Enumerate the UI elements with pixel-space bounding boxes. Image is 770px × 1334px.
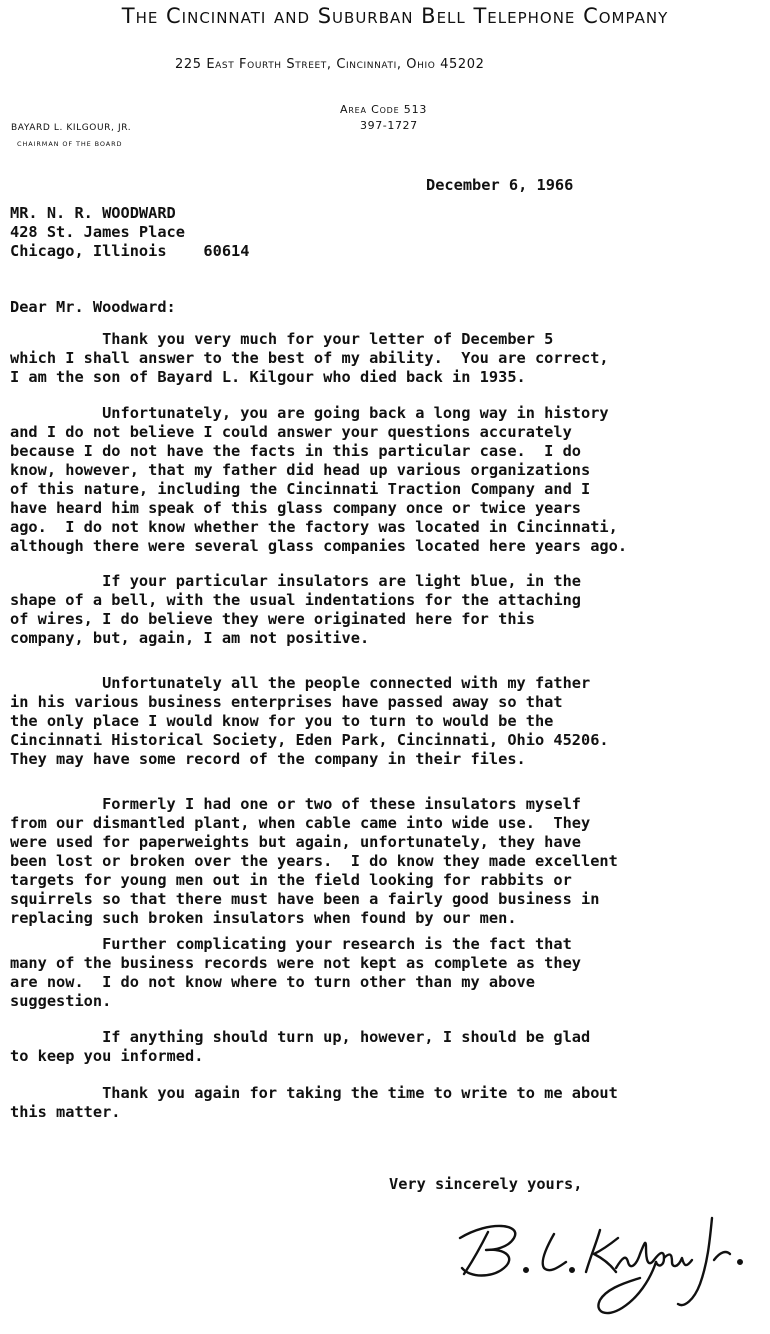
salutation: Dear Mr. Woodward: xyxy=(10,298,176,316)
paragraph-6: Further complicating your research is the fact that many of the business records were not kept as complete as they are now. I do not know where to turn other than my above suggestion. xyxy=(10,935,581,1010)
paragraph-1: Thank you very much for your letter of December 5 which I shall answer to the best of my ability. You are correct, I am the son of Bayard L. Kilgour who died back in 1935. xyxy=(10,330,609,386)
chairman-title: CHAIRMAN OF THE BOARD xyxy=(17,140,123,148)
paragraph-7: If anything should turn up, however, I should be glad to keep you informed. xyxy=(10,1028,591,1065)
paragraph-3: If your particular insulators are light blue, in the shape of a bell, with the usual indentations for the attaching of wires, I do believe they were originated here for this company, but, again, I am not positive. xyxy=(10,572,581,647)
paragraph-2: Unfortunately, you are going back a long way in history and I do not believe I could answer your questions accurately because I do not have the facts in this particular case. I do know, however, that my father did head up various organizations of this nature, including the Cincinnati Traction Company and I have heard him speak of this glass company once or twice years ago. I do not know whether the factory was located in Cincinnati, although there were several glass companies located here years ago. xyxy=(10,404,628,555)
recipient-address: MR. N. R. WOODWARD 428 St. James Place Chicago, Illinois 60614 xyxy=(10,204,250,260)
phone-number: 397-1727 xyxy=(360,119,418,132)
paragraph-8: Thank you again for taking the time to write to me about this matter. xyxy=(10,1084,618,1121)
letter-date: December 6, 1966 xyxy=(426,176,574,194)
area-code: Area Code 513 xyxy=(340,103,428,116)
handwritten-signature xyxy=(450,1188,750,1328)
paragraph-4: Unfortunately all the people connected with my father in his various business enterprises have passed away so that the only place I would know for you to turn to would be the Cincinnati Historical Society, Eden Park, Cincinnati, Ohio 45206. They may have some record of the company in their files. xyxy=(10,674,609,768)
paragraph-5: Formerly I had one or two of these insulators myself from our dismantled plant, when cable came into wide use. They were used for paperweights but again, unfortunately, they have been lost or broken over the years. I do know they made excellent targets for young men out in the field looking for rabbits or squirrels so that there must have been a fairly good business in replacing such broken insulators when found by our men. xyxy=(10,795,618,927)
closing: Very sincerely yours, xyxy=(389,1175,583,1193)
letterhead-address: 225 East Fourth Street, Cincinnati, Ohio 45202 xyxy=(175,57,485,72)
chairman-name: BAYARD L. KILGOUR, JR. xyxy=(11,123,132,133)
letterhead-company-name: The Cincinnati and Suburban Bell Telephone Company xyxy=(121,4,669,28)
